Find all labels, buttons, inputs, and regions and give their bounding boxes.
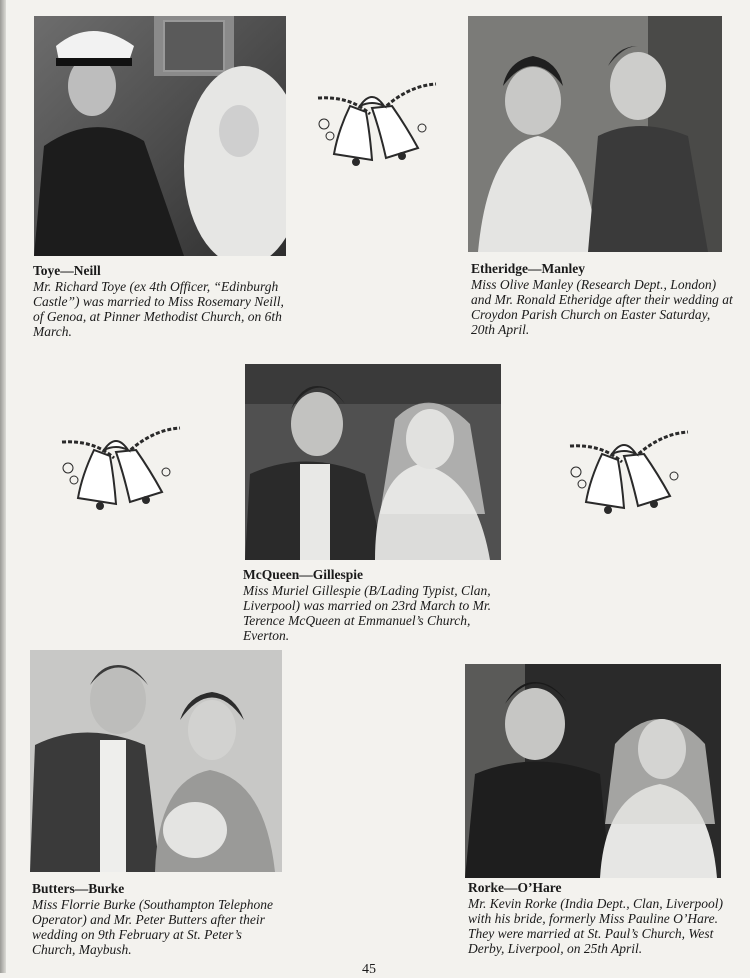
- wedding-bells-icon: [310, 76, 440, 170]
- caption-etheridge-manley: [471, 262, 733, 337]
- caption-butters-burke: [32, 882, 287, 957]
- caption-description: Mr. Richard Toye (ex 4th Officer, “Edinburgh Castle”) was married to Miss Rosemary Neill, of Genoa, at Pinner Methodist Church, on 6th March.: [33, 278, 284, 339]
- wedding-photo-rorke-ohare: [465, 664, 721, 878]
- wedding-bells-icon: [562, 424, 692, 518]
- caption-names: Butters—Burke: [32, 881, 125, 896]
- caption-description: Miss Olive Manley (Research Dept., London) and Mr. Ronald Etheridge after their wedding at Croydon Parish Church on Easter Saturday, 20th April.: [471, 276, 733, 337]
- wedding-photo-toye-neill: [34, 16, 286, 256]
- page-number: 45: [362, 962, 376, 977]
- caption-names: Rorke—O’Hare: [468, 880, 562, 895]
- caption-mcqueen-gillespie: [243, 568, 505, 643]
- caption-names: Toye—Neill: [33, 263, 101, 278]
- caption-description: Miss Muriel Gillespie (B/Lading Typist, Clan, Liverpool) was married on 23rd March to Mr. Terence McQueen at Emmanuel’s Church, Everton.: [243, 582, 491, 643]
- caption-rorke-ohare: [468, 881, 730, 956]
- wedding-photo-butters-burke: [30, 650, 282, 872]
- caption-description: Mr. Kevin Rorke (India Dept., Clan, Liverpool) with his bride, formerly Miss Pauline O’Hare. They were married at St. Paul’s Church, West Derby, Liverpool, on 25th April.: [468, 895, 723, 956]
- caption-toye-neill: [33, 264, 291, 339]
- wedding-bells-icon: [54, 420, 184, 514]
- caption-names: Etheridge—Manley: [471, 261, 585, 276]
- wedding-photo-mcqueen-gillespie: [245, 364, 501, 560]
- caption-description: Miss Florrie Burke (Southampton Telephone Operator) and Mr. Peter Butters after their wedding on 9th February at St. Peter’s Church, Maybush.: [32, 896, 273, 957]
- page-binding-edge: [0, 0, 6, 973]
- caption-names: McQueen—Gillespie: [243, 567, 363, 582]
- wedding-photo-etheridge-manley: [468, 16, 722, 252]
